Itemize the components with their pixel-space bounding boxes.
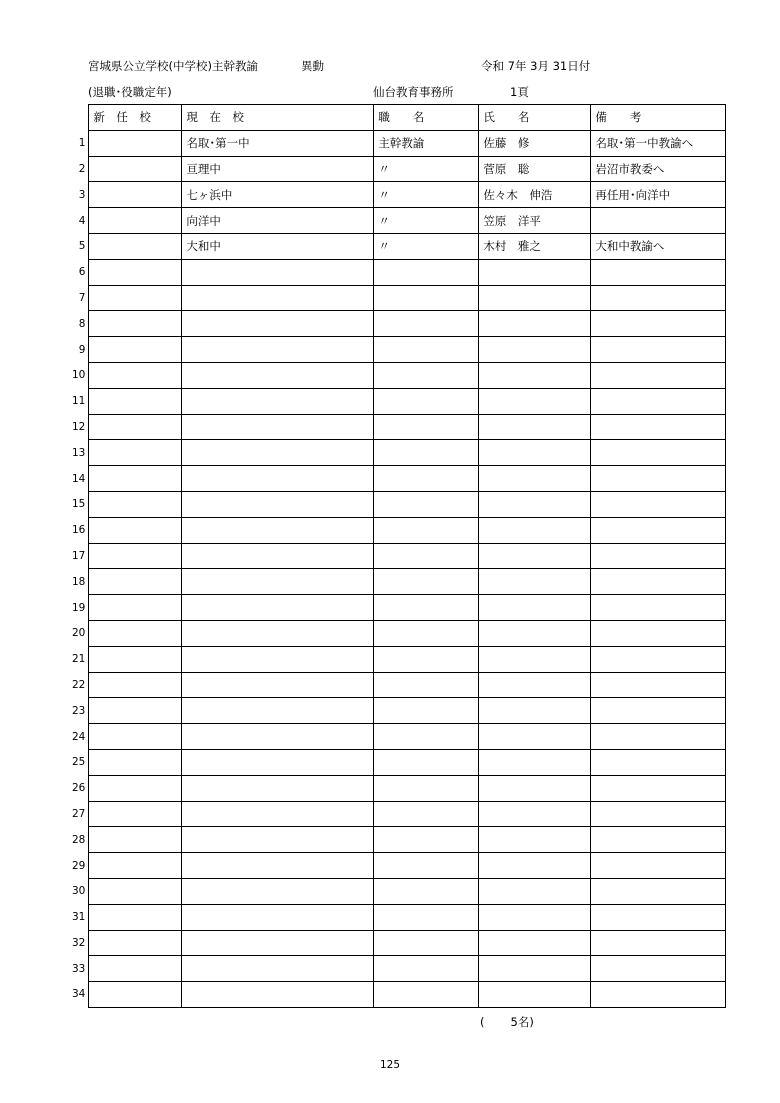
effective-date: 令和 7年 3月 31日付 <box>481 59 591 73</box>
cell-current-school <box>182 930 374 956</box>
table-row <box>72 853 726 879</box>
count-value: 5名) <box>510 1015 534 1029</box>
cell-new-school <box>89 878 182 904</box>
cell-new-school <box>89 646 182 672</box>
table-row <box>72 646 726 672</box>
row-number: 17 <box>72 549 86 562</box>
cell-name <box>479 337 591 363</box>
cell-new-school <box>89 827 182 853</box>
table-row <box>72 956 726 982</box>
cell-new-school <box>89 801 182 827</box>
cell-name <box>479 362 591 388</box>
cell-remarks <box>591 801 726 827</box>
table-row <box>72 182 726 208</box>
cell-name: 佐藤 修 <box>479 130 591 156</box>
cell-remarks <box>591 259 726 285</box>
cell-position: 主幹教諭 <box>374 130 479 156</box>
table-row <box>72 698 726 724</box>
cell-name: 笠原 洋平 <box>479 208 591 234</box>
cell-new-school <box>89 982 182 1008</box>
cell-position <box>374 440 479 466</box>
table-row <box>72 930 726 956</box>
cell-position <box>374 904 479 930</box>
cell-name <box>479 827 591 853</box>
cell-position <box>374 466 479 492</box>
cell-position <box>374 775 479 801</box>
page-number: 125 <box>379 1059 401 1071</box>
cell-remarks <box>591 388 726 414</box>
personnel-table <box>72 104 726 1008</box>
column-header-remarks: 備 考 <box>591 105 726 131</box>
cell-new-school <box>89 156 182 182</box>
cell-position <box>374 491 479 517</box>
cell-remarks: 名取･第一中教諭へ <box>591 130 726 156</box>
cell-new-school <box>89 775 182 801</box>
cell-remarks <box>591 569 726 595</box>
cell-current-school <box>182 724 374 750</box>
cell-current-school <box>182 878 374 904</box>
cell-name <box>479 285 591 311</box>
cell-new-school <box>89 285 182 311</box>
cell-position <box>374 930 479 956</box>
cell-position <box>374 414 479 440</box>
row-number: 33 <box>72 962 86 975</box>
cell-remarks <box>591 930 726 956</box>
cell-current-school <box>182 517 374 543</box>
header-number-spacer <box>72 105 89 131</box>
cell-current-school: 向洋中 <box>182 208 374 234</box>
cell-name <box>479 956 591 982</box>
cell-current-school <box>182 569 374 595</box>
table-row <box>72 543 726 569</box>
cell-name <box>479 569 591 595</box>
table-row <box>72 595 726 621</box>
cell-new-school <box>89 698 182 724</box>
cell-current-school <box>182 595 374 621</box>
cell-remarks: 大和中教諭へ <box>591 233 726 259</box>
cell-current-school <box>182 440 374 466</box>
cell-name <box>479 749 591 775</box>
cell-name <box>479 414 591 440</box>
cell-position <box>374 749 479 775</box>
cell-name: 木村 雅之 <box>479 233 591 259</box>
cell-remarks <box>591 311 726 337</box>
cell-name <box>479 698 591 724</box>
cell-current-school <box>182 827 374 853</box>
table-row <box>72 130 726 156</box>
cell-name <box>479 620 591 646</box>
table-row <box>72 259 726 285</box>
cell-new-school <box>89 362 182 388</box>
row-number: 20 <box>72 627 86 640</box>
row-number: 8 <box>78 317 86 330</box>
row-number: 25 <box>72 756 86 769</box>
cell-new-school <box>89 672 182 698</box>
row-number: 28 <box>72 833 86 846</box>
row-number: 10 <box>72 369 86 382</box>
cell-position: 〃 <box>374 233 479 259</box>
row-number: 15 <box>72 498 86 511</box>
cell-remarks <box>591 775 726 801</box>
cell-position <box>374 517 479 543</box>
table-row <box>72 620 726 646</box>
row-number: 9 <box>78 343 86 356</box>
row-number: 27 <box>72 807 86 820</box>
cell-position <box>374 982 479 1008</box>
row-number: 31 <box>72 911 86 924</box>
row-number: 22 <box>72 678 86 691</box>
cell-position <box>374 337 479 363</box>
cell-remarks <box>591 414 726 440</box>
cell-position <box>374 878 479 904</box>
cell-remarks <box>591 440 726 466</box>
cell-remarks: 岩沼市教委へ <box>591 156 726 182</box>
table-row <box>72 208 726 234</box>
cell-remarks <box>591 749 726 775</box>
table-row <box>72 569 726 595</box>
cell-remarks <box>591 491 726 517</box>
count-open-paren: ( <box>480 1015 485 1029</box>
cell-new-school <box>89 337 182 363</box>
cell-name: 菅原 聡 <box>479 156 591 182</box>
table-row <box>72 672 726 698</box>
row-number: 5 <box>78 240 86 253</box>
table-row <box>72 337 726 363</box>
row-number: 3 <box>78 188 86 201</box>
cell-new-school <box>89 904 182 930</box>
cell-name <box>479 672 591 698</box>
cell-current-school <box>182 466 374 492</box>
table-row <box>72 156 726 182</box>
cell-current-school <box>182 853 374 879</box>
cell-current-school <box>182 801 374 827</box>
row-number: 2 <box>78 162 86 175</box>
cell-remarks <box>591 672 726 698</box>
cell-remarks <box>591 362 726 388</box>
cell-name <box>479 543 591 569</box>
cell-new-school <box>89 853 182 879</box>
table-row <box>72 517 726 543</box>
row-number: 6 <box>78 266 86 279</box>
table-row <box>72 775 726 801</box>
cell-remarks <box>591 724 726 750</box>
table-row <box>72 982 726 1008</box>
cell-remarks <box>591 466 726 492</box>
row-number: 4 <box>78 214 86 227</box>
cell-remarks <box>591 698 726 724</box>
cell-new-school <box>89 208 182 234</box>
table-row <box>72 414 726 440</box>
cell-new-school <box>89 595 182 621</box>
row-number: 16 <box>72 524 86 537</box>
row-number: 18 <box>72 575 86 588</box>
document-title: 宮城県公立学校(中学校)主幹教諭 <box>88 59 258 73</box>
cell-new-school <box>89 259 182 285</box>
table-row <box>72 749 726 775</box>
table-row <box>72 388 726 414</box>
cell-current-school: 亘理中 <box>182 156 374 182</box>
cell-name <box>479 646 591 672</box>
table-body <box>72 130 726 1007</box>
row-number: 1 <box>78 137 86 150</box>
cell-current-school <box>182 620 374 646</box>
cell-remarks <box>591 853 726 879</box>
cell-name <box>479 311 591 337</box>
cell-name <box>479 930 591 956</box>
cell-remarks <box>591 904 726 930</box>
cell-current-school <box>182 775 374 801</box>
cell-name <box>479 466 591 492</box>
cell-position <box>374 698 479 724</box>
cell-position <box>374 311 479 337</box>
cell-remarks <box>591 337 726 363</box>
cell-current-school <box>182 904 374 930</box>
row-number: 29 <box>72 859 86 872</box>
cell-remarks <box>591 285 726 311</box>
table-row <box>72 440 726 466</box>
cell-position <box>374 646 479 672</box>
cell-name: 佐々木 伸浩 <box>479 182 591 208</box>
table-row <box>72 466 726 492</box>
cell-current-school <box>182 414 374 440</box>
cell-position <box>374 956 479 982</box>
column-header-new-school: 新 任 校 <box>89 105 182 131</box>
cell-position <box>374 595 479 621</box>
cell-name <box>479 440 591 466</box>
row-number: 26 <box>72 782 86 795</box>
cell-position: 〃 <box>374 208 479 234</box>
cell-remarks <box>591 956 726 982</box>
table-row <box>72 827 726 853</box>
cell-position <box>374 543 479 569</box>
table-row <box>72 724 726 750</box>
table-row <box>72 878 726 904</box>
cell-current-school <box>182 982 374 1008</box>
row-number: 24 <box>72 730 86 743</box>
table-row <box>72 233 726 259</box>
cell-name <box>479 853 591 879</box>
cell-current-school <box>182 337 374 363</box>
cell-position <box>374 569 479 595</box>
cell-new-school <box>89 440 182 466</box>
cell-new-school <box>89 724 182 750</box>
cell-current-school: 名取･第一中 <box>182 130 374 156</box>
cell-remarks <box>591 517 726 543</box>
cell-name <box>479 982 591 1008</box>
cell-new-school <box>89 543 182 569</box>
table-row <box>72 311 726 337</box>
cell-position <box>374 388 479 414</box>
cell-position <box>374 724 479 750</box>
cell-new-school <box>89 620 182 646</box>
cell-new-school <box>89 130 182 156</box>
column-header-position: 職 名 <box>374 105 479 131</box>
cell-new-school <box>89 569 182 595</box>
cell-name <box>479 724 591 750</box>
row-number: 7 <box>78 291 86 304</box>
cell-remarks <box>591 646 726 672</box>
cell-remarks <box>591 543 726 569</box>
row-number: 30 <box>72 885 86 898</box>
cell-new-school <box>89 517 182 543</box>
cell-new-school <box>89 311 182 337</box>
cell-remarks <box>591 827 726 853</box>
cell-name <box>479 904 591 930</box>
column-header-name: 氏 名 <box>479 105 591 131</box>
cell-current-school <box>182 749 374 775</box>
cell-position <box>374 827 479 853</box>
row-number: 12 <box>72 420 86 433</box>
cell-name <box>479 491 591 517</box>
cell-position: 〃 <box>374 156 479 182</box>
cell-new-school <box>89 956 182 982</box>
row-number: 11 <box>72 395 86 408</box>
table-row <box>72 904 726 930</box>
cell-position <box>374 853 479 879</box>
cell-current-school <box>182 362 374 388</box>
cell-name <box>479 259 591 285</box>
cell-name <box>479 388 591 414</box>
cell-new-school <box>89 414 182 440</box>
total-count <box>480 1015 534 1029</box>
column-header-current-school: 現 在 校 <box>182 105 374 131</box>
row-number: 32 <box>72 936 86 949</box>
row-number: 13 <box>72 446 86 459</box>
cell-name <box>479 878 591 904</box>
cell-new-school <box>89 182 182 208</box>
cell-current-school <box>182 646 374 672</box>
cell-remarks <box>591 982 726 1008</box>
cell-position <box>374 672 479 698</box>
cell-current-school <box>182 388 374 414</box>
cell-new-school <box>89 749 182 775</box>
cell-current-school <box>182 311 374 337</box>
cell-name <box>479 801 591 827</box>
cell-current-school <box>182 698 374 724</box>
cell-current-school <box>182 543 374 569</box>
table-row <box>72 491 726 517</box>
cell-remarks <box>591 595 726 621</box>
cell-new-school <box>89 466 182 492</box>
row-number: 19 <box>72 601 86 614</box>
cell-position <box>374 801 479 827</box>
table-row <box>72 801 726 827</box>
cell-new-school <box>89 233 182 259</box>
cell-name <box>479 517 591 543</box>
cell-remarks <box>591 208 726 234</box>
cell-current-school <box>182 491 374 517</box>
cell-new-school <box>89 388 182 414</box>
cell-current-school <box>182 259 374 285</box>
cell-position: 〃 <box>374 182 479 208</box>
cell-current-school: 七ヶ浜中 <box>182 182 374 208</box>
cell-name <box>479 775 591 801</box>
cell-current-school <box>182 285 374 311</box>
cell-position <box>374 362 479 388</box>
cell-new-school <box>89 491 182 517</box>
cell-remarks <box>591 620 726 646</box>
document-subject: 異動 <box>301 59 324 73</box>
table-row <box>72 285 726 311</box>
row-number: 21 <box>72 653 86 666</box>
table-header-row <box>72 105 726 131</box>
cell-current-school: 大和中 <box>182 233 374 259</box>
row-number: 23 <box>72 704 86 717</box>
cell-current-school <box>182 672 374 698</box>
page-label: 1頁 <box>510 85 529 99</box>
cell-remarks <box>591 878 726 904</box>
cell-new-school <box>89 930 182 956</box>
cell-current-school <box>182 956 374 982</box>
document-subtitle: (退職･役職定年) <box>88 85 172 99</box>
office-name: 仙台教育事務所 <box>373 85 454 99</box>
cell-position <box>374 620 479 646</box>
row-number: 14 <box>72 472 86 485</box>
row-number: 34 <box>72 988 86 1001</box>
cell-name <box>479 595 591 621</box>
table-row <box>72 362 726 388</box>
cell-position <box>374 285 479 311</box>
cell-remarks: 再任用･向洋中 <box>591 182 726 208</box>
cell-position <box>374 259 479 285</box>
